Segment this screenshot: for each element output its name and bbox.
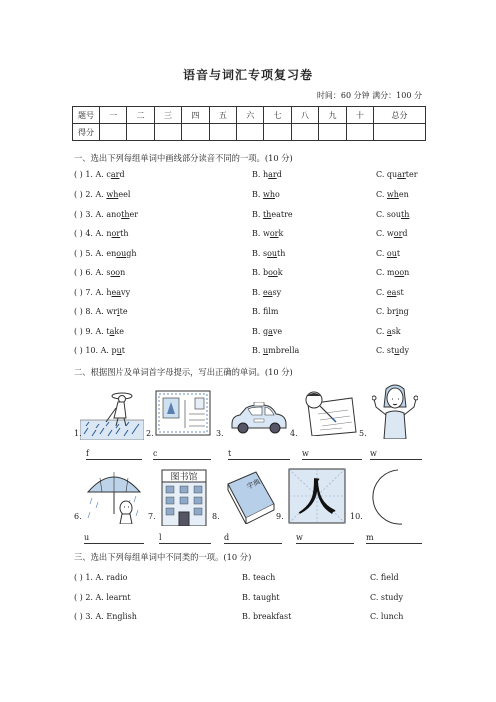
score-cell: 总分 (374, 107, 426, 124)
score-input-cell[interactable] (182, 124, 209, 141)
farmer-field-picture (80, 384, 144, 440)
score-cell: 一 (100, 107, 127, 124)
score-row-label: 得分 (73, 124, 100, 141)
score-cell: 六 (237, 107, 264, 124)
umbrella-picture (84, 468, 144, 524)
item-option-c[interactable]: C. ask (376, 327, 401, 336)
chinese-character-picture (288, 468, 346, 524)
section1-item (74, 229, 424, 243)
score-input-cell[interactable] (264, 124, 291, 141)
item-option-a[interactable]: ( ) 2. A. learnt (74, 593, 131, 602)
item-option-c[interactable]: C. quarter (376, 170, 418, 179)
section1-item (74, 170, 424, 184)
item-option-c[interactable]: C. when (376, 190, 409, 199)
score-table-score-row (73, 124, 426, 141)
picture-number: 6. (74, 512, 82, 521)
section3-item (74, 573, 424, 587)
picture-number: 5. (359, 429, 367, 438)
writing-picture (298, 390, 358, 436)
score-table (72, 106, 426, 141)
answer-blank[interactable]: w (296, 533, 354, 544)
section1-item (74, 190, 424, 204)
score-input-cell[interactable] (209, 124, 236, 141)
score-input-cell[interactable] (127, 124, 154, 141)
answer-blank[interactable]: f (86, 449, 142, 460)
item-option-a[interactable]: ( ) 7. A. heavy (74, 288, 131, 297)
item-option-b[interactable]: B. who (252, 190, 280, 199)
section2-heading: 二、根据图片及单词首字母提示，写出正确的单词。(10 分) (74, 367, 293, 377)
picture-number: 10. (350, 512, 363, 521)
girl-thinking-picture (372, 383, 418, 439)
answer-blank[interactable]: m (366, 533, 422, 544)
item-option-c[interactable]: C. study (376, 346, 410, 355)
section1-item (74, 346, 424, 360)
postcard-picture (155, 390, 211, 436)
item-option-b[interactable]: B. gave (252, 327, 283, 336)
score-cell: 三 (154, 107, 181, 124)
answer-blank[interactable]: l (159, 533, 211, 544)
answer-blank[interactable]: d (224, 533, 282, 544)
chinese-character: 人 (297, 475, 337, 519)
picture-number: 7. (148, 512, 156, 521)
section3-heading: 三、选出下列每组单词中不同类的一项。(10 分) (74, 552, 252, 562)
score-cell: 二 (127, 107, 154, 124)
score-cell: 十 (346, 107, 373, 124)
answer-blank[interactable]: w (302, 449, 362, 460)
section1-item (74, 327, 424, 341)
section1-heading: 一、选出下列每组单词中画线部分读音不同的一项。(10 分) (74, 153, 293, 163)
section3-item (74, 612, 424, 626)
score-cell: 九 (319, 107, 346, 124)
picture-number: 3. (216, 429, 224, 438)
exam-meta: 时间：60 分钟 满分：100 分 (316, 91, 422, 100)
score-cell: 七 (264, 107, 291, 124)
score-cell: 四 (182, 107, 209, 124)
item-option-b[interactable]: B. work (252, 229, 284, 238)
taxi-picture (228, 402, 290, 436)
moon-picture (368, 468, 412, 526)
page-title: 语音与词汇专项复习卷 (182, 68, 313, 82)
item-option-a[interactable]: ( ) 2. A. wheel (74, 190, 131, 199)
picture-number: 4. (290, 429, 298, 438)
item-option-a[interactable]: ( ) 1. A. card (74, 170, 125, 179)
score-input-cell[interactable] (237, 124, 264, 141)
library-sign-text: 图书馆 (170, 472, 198, 483)
answer-blank[interactable]: u (84, 533, 144, 544)
item-option-a[interactable]: ( ) 3. A. English (74, 612, 137, 621)
answer-blank[interactable]: t (228, 449, 290, 460)
section1-item (74, 268, 424, 282)
item-option-b[interactable]: B. theatre (252, 210, 293, 219)
item-option-c[interactable]: C. east (376, 288, 404, 297)
item-option-b[interactable]: B. taught (242, 593, 280, 602)
section1-item (74, 249, 424, 263)
item-option-a[interactable]: ( ) 4. A. north (74, 229, 129, 238)
score-input-cell[interactable] (291, 124, 318, 141)
score-cell: 八 (291, 107, 318, 124)
score-cell: 题号 (73, 107, 100, 124)
answer-blank[interactable]: w (370, 449, 422, 460)
item-option-a[interactable]: ( ) 5. A. enough (74, 249, 137, 258)
item-option-a[interactable]: ( ) 10. A. put (74, 346, 125, 355)
score-input-cell[interactable] (319, 124, 346, 141)
picture-number: 2. (146, 429, 154, 438)
score-input-cell[interactable] (374, 124, 426, 141)
item-option-a[interactable]: ( ) 8. A. write (74, 307, 128, 316)
picture-number: 9. (276, 512, 284, 521)
item-option-c[interactable]: C. bring (376, 307, 409, 316)
library-picture (158, 468, 210, 526)
dictionary-picture (222, 470, 278, 524)
dictionary-label: 字典 (245, 477, 262, 491)
section1-item (74, 288, 424, 302)
item-option-b[interactable]: B. book (252, 268, 283, 277)
section1-item (74, 307, 424, 321)
answer-blank[interactable]: c (153, 449, 211, 460)
score-cell: 五 (209, 107, 236, 124)
item-option-c[interactable]: C. south (376, 210, 410, 219)
picture-number: 8. (212, 512, 220, 521)
item-option-a[interactable]: ( ) 9. A. take (74, 327, 124, 336)
item-option-b[interactable]: B. south (252, 249, 286, 258)
section1-item (74, 210, 424, 224)
score-input-cell[interactable] (346, 124, 373, 141)
picture-number: 1. (74, 429, 82, 438)
item-option-b[interactable]: B. flm (252, 307, 279, 316)
item-option-a[interactable]: ( ) 3. A. another (74, 210, 139, 219)
item-option-c[interactable]: C. out (376, 249, 401, 258)
item-option-a[interactable]: ( ) 1. A. radio (74, 573, 128, 582)
score-input-cell[interactable] (100, 124, 127, 141)
item-option-b[interactable]: B. breakfast (242, 612, 292, 621)
score-table-header-row (73, 107, 426, 124)
item-option-c[interactable]: C. word (376, 229, 408, 238)
item-option-c[interactable]: C. field (370, 573, 399, 582)
item-option-b[interactable]: B. hard (252, 170, 282, 179)
item-option-c[interactable]: C. moon (376, 268, 410, 277)
item-option-a[interactable]: ( ) 6. A. soon (74, 268, 126, 277)
item-option-b[interactable]: B. easy (252, 288, 282, 297)
item-option-b[interactable]: B. teach (242, 573, 276, 582)
item-option-b[interactable]: B. umbrella (252, 346, 300, 355)
score-input-cell[interactable] (154, 124, 181, 141)
item-option-c[interactable]: C. study (370, 593, 404, 602)
item-option-c[interactable]: C. lunch (370, 612, 404, 621)
section3-item (74, 593, 424, 607)
